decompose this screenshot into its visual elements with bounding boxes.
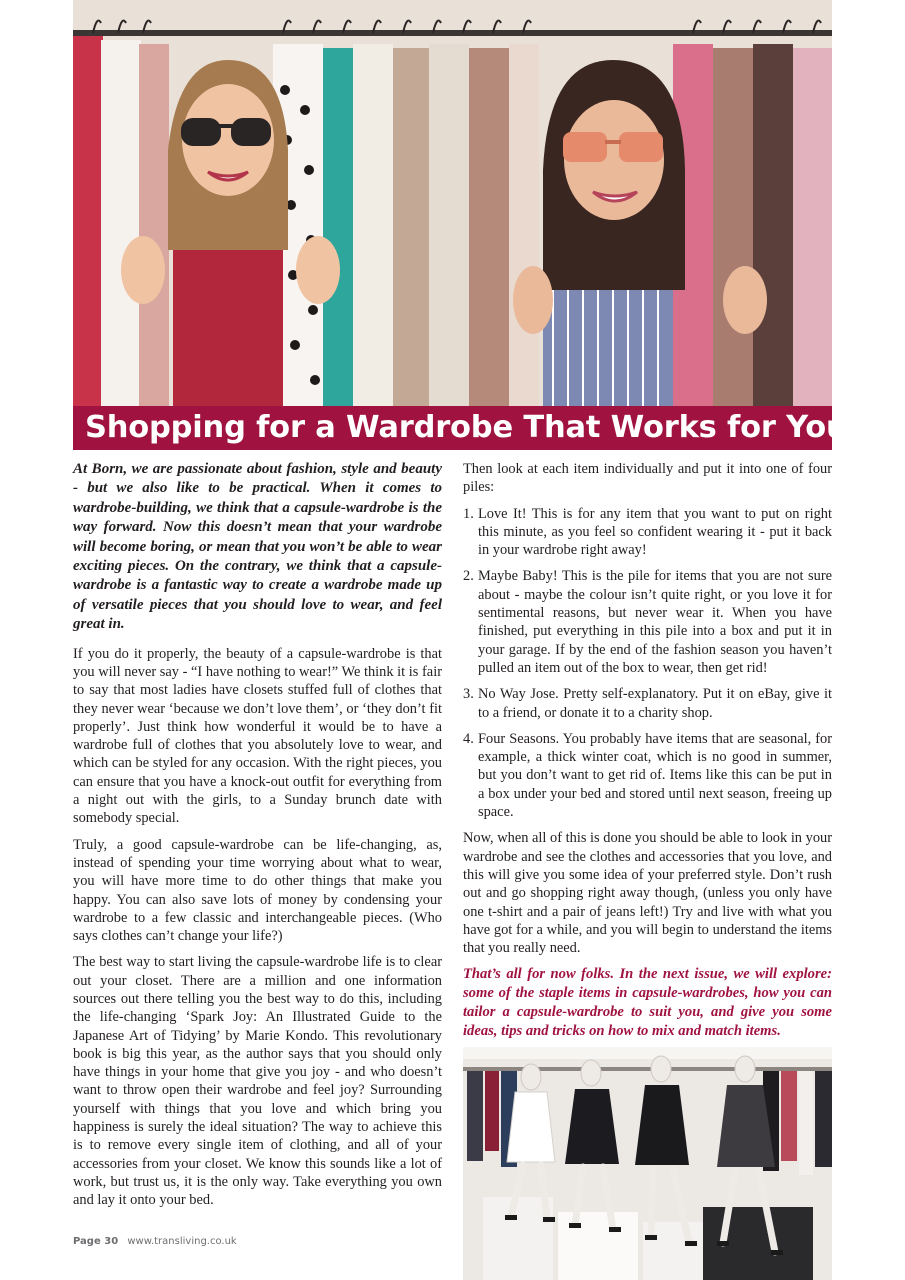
body-paragraph: Truly, a good capsule-wardrobe can be life-changing, as, instead of spending your time worrying about what to wear, you will have more time to do other things that make you happy. You can also save lots of money by condensing your wardrobe to a few classic and interchangeable pieces. (Who says clothes can’t change your life?) [73,836,442,945]
article-title: Shopping for a Wardrobe That Works for You [73,406,832,450]
list-item [463,685,832,722]
intro-paragraph: At Born, we are passionate about fashion, style and beauty - but we also like to be practical. When it comes to wardrobe-building, we think that a capsule-wardrobe is the way forward. Now this doesn’t mean that your wardrobe will become boring, or mean that you won’t be able to wear exciting pieces. On the contrary, we think that a capsule-wardrobe is a fantastic way to create a wardrobe made up of versatile pieces that you should love to wear, and feel great in. [73,461,442,633]
list-number: 3. [463,686,474,703]
list-number: 1. [463,505,474,522]
piles-lead: Then look at each item individually and put it into one of four piles: [463,461,832,496]
website-url: www.transliving.co.uk [127,1236,237,1247]
list-item [463,567,832,677]
page-number: Page 30 [73,1236,119,1247]
list-text: Four Seasons. You probably have items that are seasonal, for example, a thick winter coat, which is no good in summer, but you don’t want to get rid of. Items like this can be put in a box under your bed and stored until next season, freeing up space. [478,730,832,821]
store-illustration [463,1047,832,1280]
body-paragraph: Now, when all of this is done you should be able to look in your wardrobe and see the clothes and accessories that you love, and this will give you some idea of your preferred style. Don’t rush out and go shopping right away though, (unless you only have one t-shirt and a pair of jeans left!) Try and live with what you have got for a while, and you will begin to understand the items that you really need. [463,830,832,957]
list-item [463,730,832,821]
list-number: 2. [463,568,474,585]
hero-photo [73,0,832,406]
store-photo [463,1047,832,1280]
left-column [73,460,442,1218]
list-text: No Way Jose. Pretty self-explanatory. Put it on eBay, give it to a friend, or donate it to a charity shop. [478,686,832,721]
right-column [463,460,832,1049]
piles-list [463,505,832,822]
list-text: Maybe Baby! This is the pile for items that you are not sure about - maybe the colour isn’t quite right, or you love it for sentimental reasons, but never wear it. When you have finished, put everything in this pile into a box and put it in your garage. If by the end of the fashion season you haven’t pulled an item out of the box to wear, then get rid! [478,568,832,676]
body-paragraph: The best way to start living the capsule-wardrobe life is to clear out your closet. There are a million and one information sources out there telling you the best way to do this, including the life-changing ‘Spark Joy: An Illustrated Guide to the Japanese Art of Tidying’ by Marie Kondo. This revolutionary book is big this year, as the author says that you should only have things in your home that give you joy - and who doesn’t want to throw open their wardrobe and feel joy? Surrounding yourself with things that you love and which bring you happiness is surely the ideal situation? The way to achieve this is to remove every single item of clothing, and all of your accessories from your closet. We know this sounds like a lot of work, but trust us, it is the only way. Take everything you own and lay it onto your bed. [73,954,442,1209]
page-footer [73,1236,237,1247]
list-item [463,505,832,560]
hero-illustration [73,0,832,406]
body-paragraph: If you do it properly, the beauty of a capsule-wardrobe is that you will never say - “I have nothing to wear!” We think it is fair to say that most ladies have closets stuffed full of clothes that they never wear ‘because we don’t love them’, or ‘they don’t fit properly’. Just think how wonderful it would be to have a wardrobe full of clothes that you absolutely love to wear, and which can be styled for any occasion. With the right pieces, you can ensure that you have a knock-out outfit for everything from a night out with the girls, to a Sunday brunch date with somebody special. [73,645,442,827]
list-text: Love It! This is for any item that you want to put on right this minute, as you feel so confident wearing it - put it back in your wardrobe right away! [478,505,832,559]
list-number: 4. [463,730,474,747]
closing-note: That’s all for now folks. In the next issue, we will explore: some of the staple items in capsule-wardrobes, how you can tailor a capsule-wardrobe to suit you, and give you some ideas, tips and tricks on how to mix and match items. [463,966,832,1040]
